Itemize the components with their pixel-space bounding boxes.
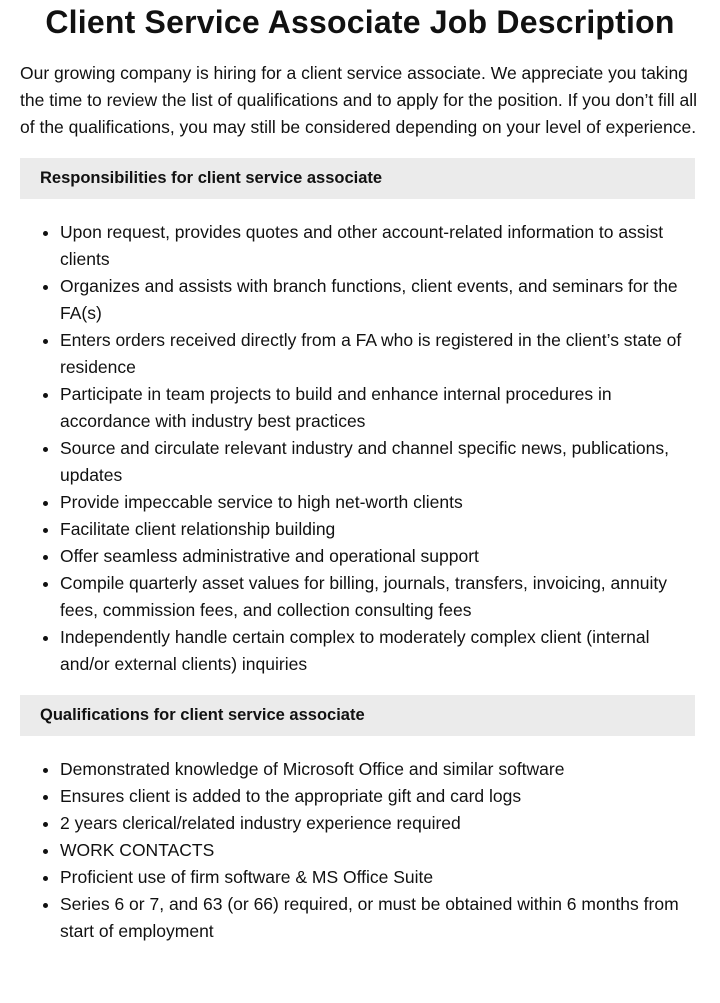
list-item: • Enters orders received directly from a FA who is registered in the client’s state of residence <box>60 327 700 381</box>
list-item: • Organizes and assists with branch functions, client events, and seminars for the FA(s) <box>60 273 700 327</box>
list-item: • Demonstrated knowledge of Microsoft Office and similar software <box>60 756 700 783</box>
qualifications-list <box>20 756 700 945</box>
list-item: • Source and circulate relevant industry and channel specific news, publications, updates <box>60 435 700 489</box>
list-item: • Provide impeccable service to high net-worth clients <box>60 489 700 516</box>
intro-paragraph: Our growing company is hiring for a client service associate. We appreciate you taking the time to review the list of qualifications and to apply for the position. If you don’t fill all of the qualifications, you may still be considered depending on your level of experience. <box>20 63 698 137</box>
list-item: • Compile quarterly asset values for billing, journals, transfers, invoicing, annuity fees, commission fees, and collection consulting fees <box>60 570 700 624</box>
list-item: • WORK CONTACTS <box>60 837 700 864</box>
responsibilities-heading: Responsibilities for client service associate <box>20 158 695 199</box>
page-title: Client Service Associate Job Description <box>45 4 675 40</box>
list-item: • Series 6 or 7, and 63 (or 66) required, or must be obtained within 6 months from start of employment <box>60 891 700 945</box>
qualifications-heading: Qualifications for client service associate <box>20 695 695 736</box>
list-item: • Offer seamless administrative and operational support <box>60 543 700 570</box>
list-item: • Upon request, provides quotes and other account-related information to assist clients <box>60 219 700 273</box>
responsibilities-list <box>20 219 700 678</box>
list-item: • Participate in team projects to build and enhance internal procedures in accordance with industry best practices <box>60 381 700 435</box>
list-item: • Independently handle certain complex to moderately complex client (internal and/or external clients) inquiries <box>60 624 700 678</box>
list-item: • 2 years clerical/related industry experience required <box>60 810 700 837</box>
list-item: • Facilitate client relationship building <box>60 516 700 543</box>
list-item: • Ensures client is added to the appropriate gift and card logs <box>60 783 700 810</box>
list-item: • Proficient use of firm software & MS Office Suite <box>60 864 700 891</box>
